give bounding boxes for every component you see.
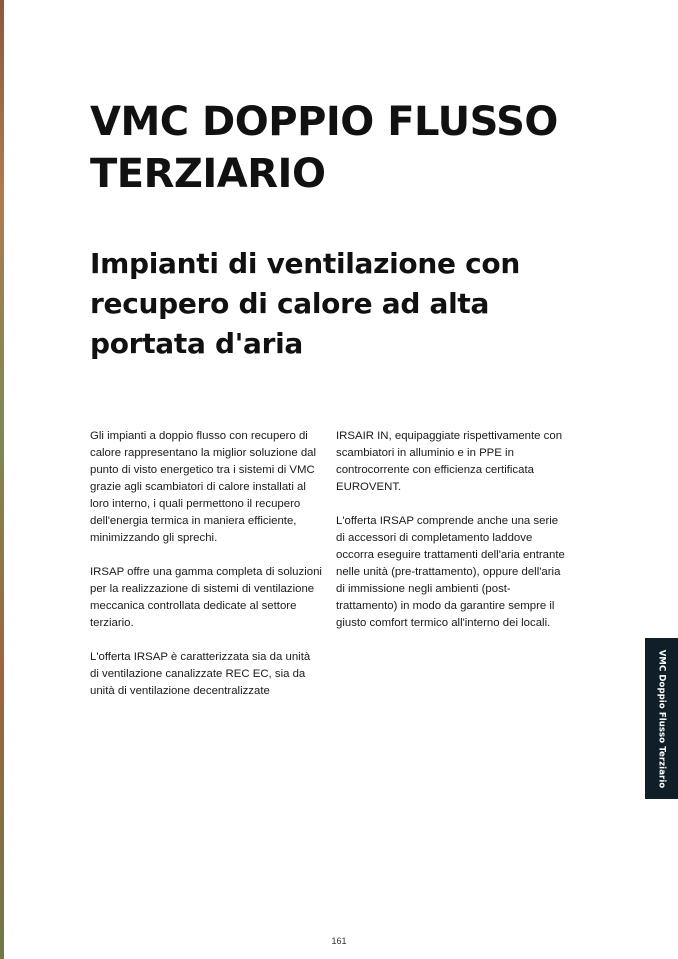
body-left-column xyxy=(90,428,322,717)
page-number: 161 xyxy=(331,936,347,946)
body-right-column xyxy=(336,428,568,649)
body-paragraph: Gli impianti a doppio flusso con recupero di calore rappresentano la miglior soluzione dal punto di visto energetico tra i sistemi di VMC grazie agli scambiatori di calore installati al loro interno, i quali permettono il recupero dell'energia termica in maniera efficiente, minimizzando gli sprechi. xyxy=(90,430,317,544)
section-side-tab xyxy=(645,638,678,799)
body-paragraph: IRSAIR IN, equipaggiate rispettivamente con scambiatori in alluminio e in PPE in controcorrente con efficienza certificata EUROVENT. xyxy=(336,430,563,493)
page-subtitle: Impianti di ventilazione con recupero di calore ad alta portata d'aria xyxy=(90,247,521,360)
body-paragraph: L'offerta IRSAP comprende anche una serie di accessori di completamento laddove occorra eseguire trattamenti dell'aria entrante nelle unità (pre-trattamento), oppure dell'aria di immissione negli ambienti (post-trattamento) in modo da garantire sempre il giusto comfort termico all'interno dei locali. xyxy=(336,515,565,629)
section-side-tab-label: VMC Doppio Flusso Terziario xyxy=(656,649,667,788)
page-edge-photo-strip xyxy=(0,0,4,959)
body-paragraph: L'offerta IRSAP è caratterizzata sia da unità di ventilazione canalizzate REC EC, sia da unità di ventilazione decentralizzate xyxy=(90,651,311,697)
body-paragraph: IRSAP offre una gamma completa di soluzioni per la realizzazione di sistemi di ventilazione meccanica controllata dedicate al settore terziario. xyxy=(90,566,322,629)
page-title: VMC DOPPIO FLUSSO TERZIARIO xyxy=(90,99,558,197)
